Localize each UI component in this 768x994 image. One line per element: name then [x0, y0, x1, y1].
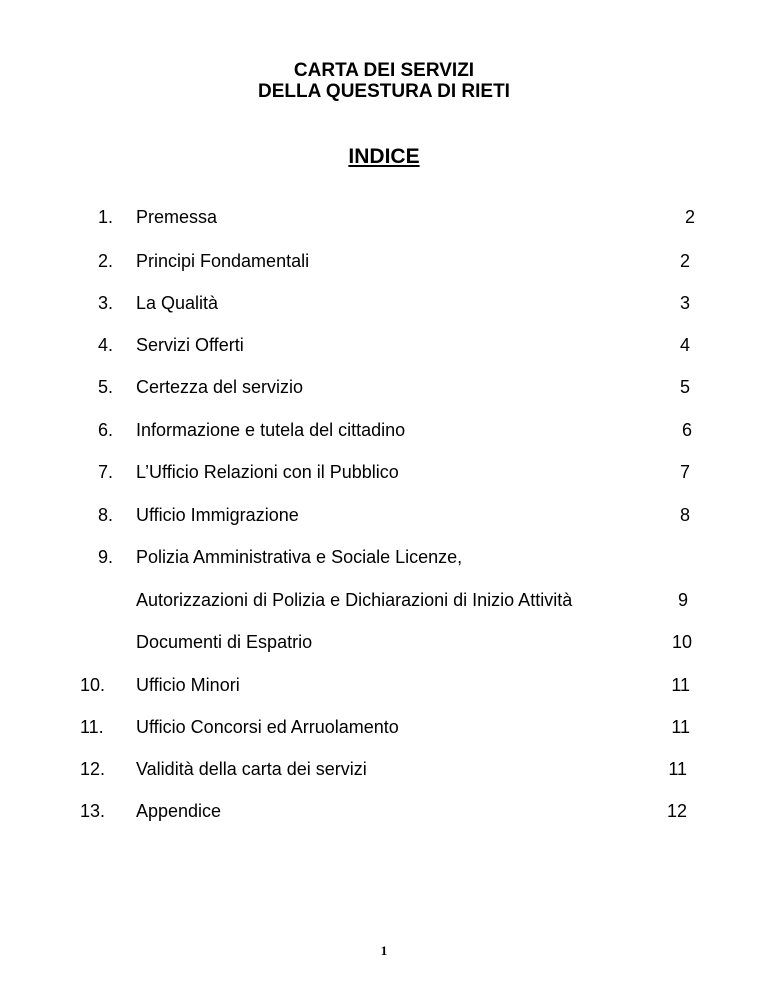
toc-item-page: 9 [677, 590, 688, 610]
toc-item-label: Validità della carta dei servizi [136, 759, 367, 779]
toc-item-number: 3. [98, 293, 114, 313]
toc-item-page: 4 [679, 335, 690, 355]
index-heading: INDICE [348, 145, 420, 168]
toc-item-number: 12. [80, 759, 106, 779]
toc-row [0, 801, 768, 825]
toc-item-number: 2. [98, 251, 114, 271]
toc-item-label: La Qualità [136, 293, 219, 313]
toc-item-label: L’Ufficio Relazioni con il Pubblico [136, 462, 399, 482]
toc-item-label: Principi Fondamentali [136, 251, 310, 271]
toc-item-label: Autorizzazioni di Polizia e Dichiarazioni di Inizio Attività [136, 590, 573, 610]
toc-item-number: 8. [98, 505, 114, 525]
toc-row [0, 675, 768, 699]
toc-item-page: 5 [679, 377, 690, 397]
toc-row [0, 420, 768, 444]
toc-item-label: Certezza del servizio [136, 377, 304, 397]
toc-item-label: Informazione e tutela del cittadino [136, 420, 406, 440]
toc-item-number: 6. [98, 420, 114, 440]
toc-row [0, 717, 768, 741]
toc-item-label: Documenti di Espatrio [136, 632, 313, 652]
toc-item-page: 3 [679, 293, 690, 313]
toc-item-label: Ufficio Immigrazione [136, 505, 299, 525]
toc-item-number: 11. [80, 717, 104, 737]
toc-item-number: 1. [98, 207, 114, 227]
toc-row [0, 590, 768, 614]
toc-item-label: Servizi Offerti [136, 335, 244, 355]
toc-item-page: 11 [671, 717, 690, 737]
toc-row [0, 251, 768, 275]
toc-item-page: 2 [679, 251, 690, 271]
toc-item-number: 10. [80, 675, 106, 695]
toc-item-page: 8 [679, 505, 690, 525]
document-title-line-1: CARTA DEI SERVIZI [293, 60, 475, 81]
toc-item-label: Ufficio Minori [136, 675, 240, 695]
toc-row [0, 377, 768, 401]
toc-item-page: 12 [666, 801, 687, 821]
toc-item-number: 5. [98, 377, 114, 397]
toc-item-number: 7. [98, 462, 114, 482]
toc-row [0, 632, 768, 656]
toc-row [0, 505, 768, 529]
toc-row [0, 207, 768, 231]
toc-item-number: 4. [98, 335, 114, 355]
page-number: 1 [380, 943, 388, 958]
toc-row [0, 335, 768, 359]
toc-item-number: 13. [80, 801, 106, 821]
toc-item-number: 9. [98, 547, 114, 567]
toc-row [0, 759, 768, 783]
toc-item-page: 10 [671, 632, 692, 652]
toc-item-page: 7 [679, 462, 690, 482]
document-title-line-2: DELLA QUESTURA DI RIETI [258, 81, 510, 102]
toc-item-page: 2 [684, 207, 695, 227]
toc-row [0, 293, 768, 317]
toc-item-page: 6 [681, 420, 692, 440]
toc-item-label: Appendice [136, 801, 222, 821]
toc-item-label: Polizia Amministrativa e Sociale Licenze, [136, 547, 463, 567]
toc-item-label: Premessa [136, 207, 218, 227]
toc-row [0, 462, 768, 486]
toc-item-label: Ufficio Concorsi ed Arruolamento [136, 717, 399, 737]
toc-item-page: 11 [668, 759, 687, 779]
toc-item-page: 11 [671, 675, 690, 695]
toc-row [0, 547, 768, 571]
